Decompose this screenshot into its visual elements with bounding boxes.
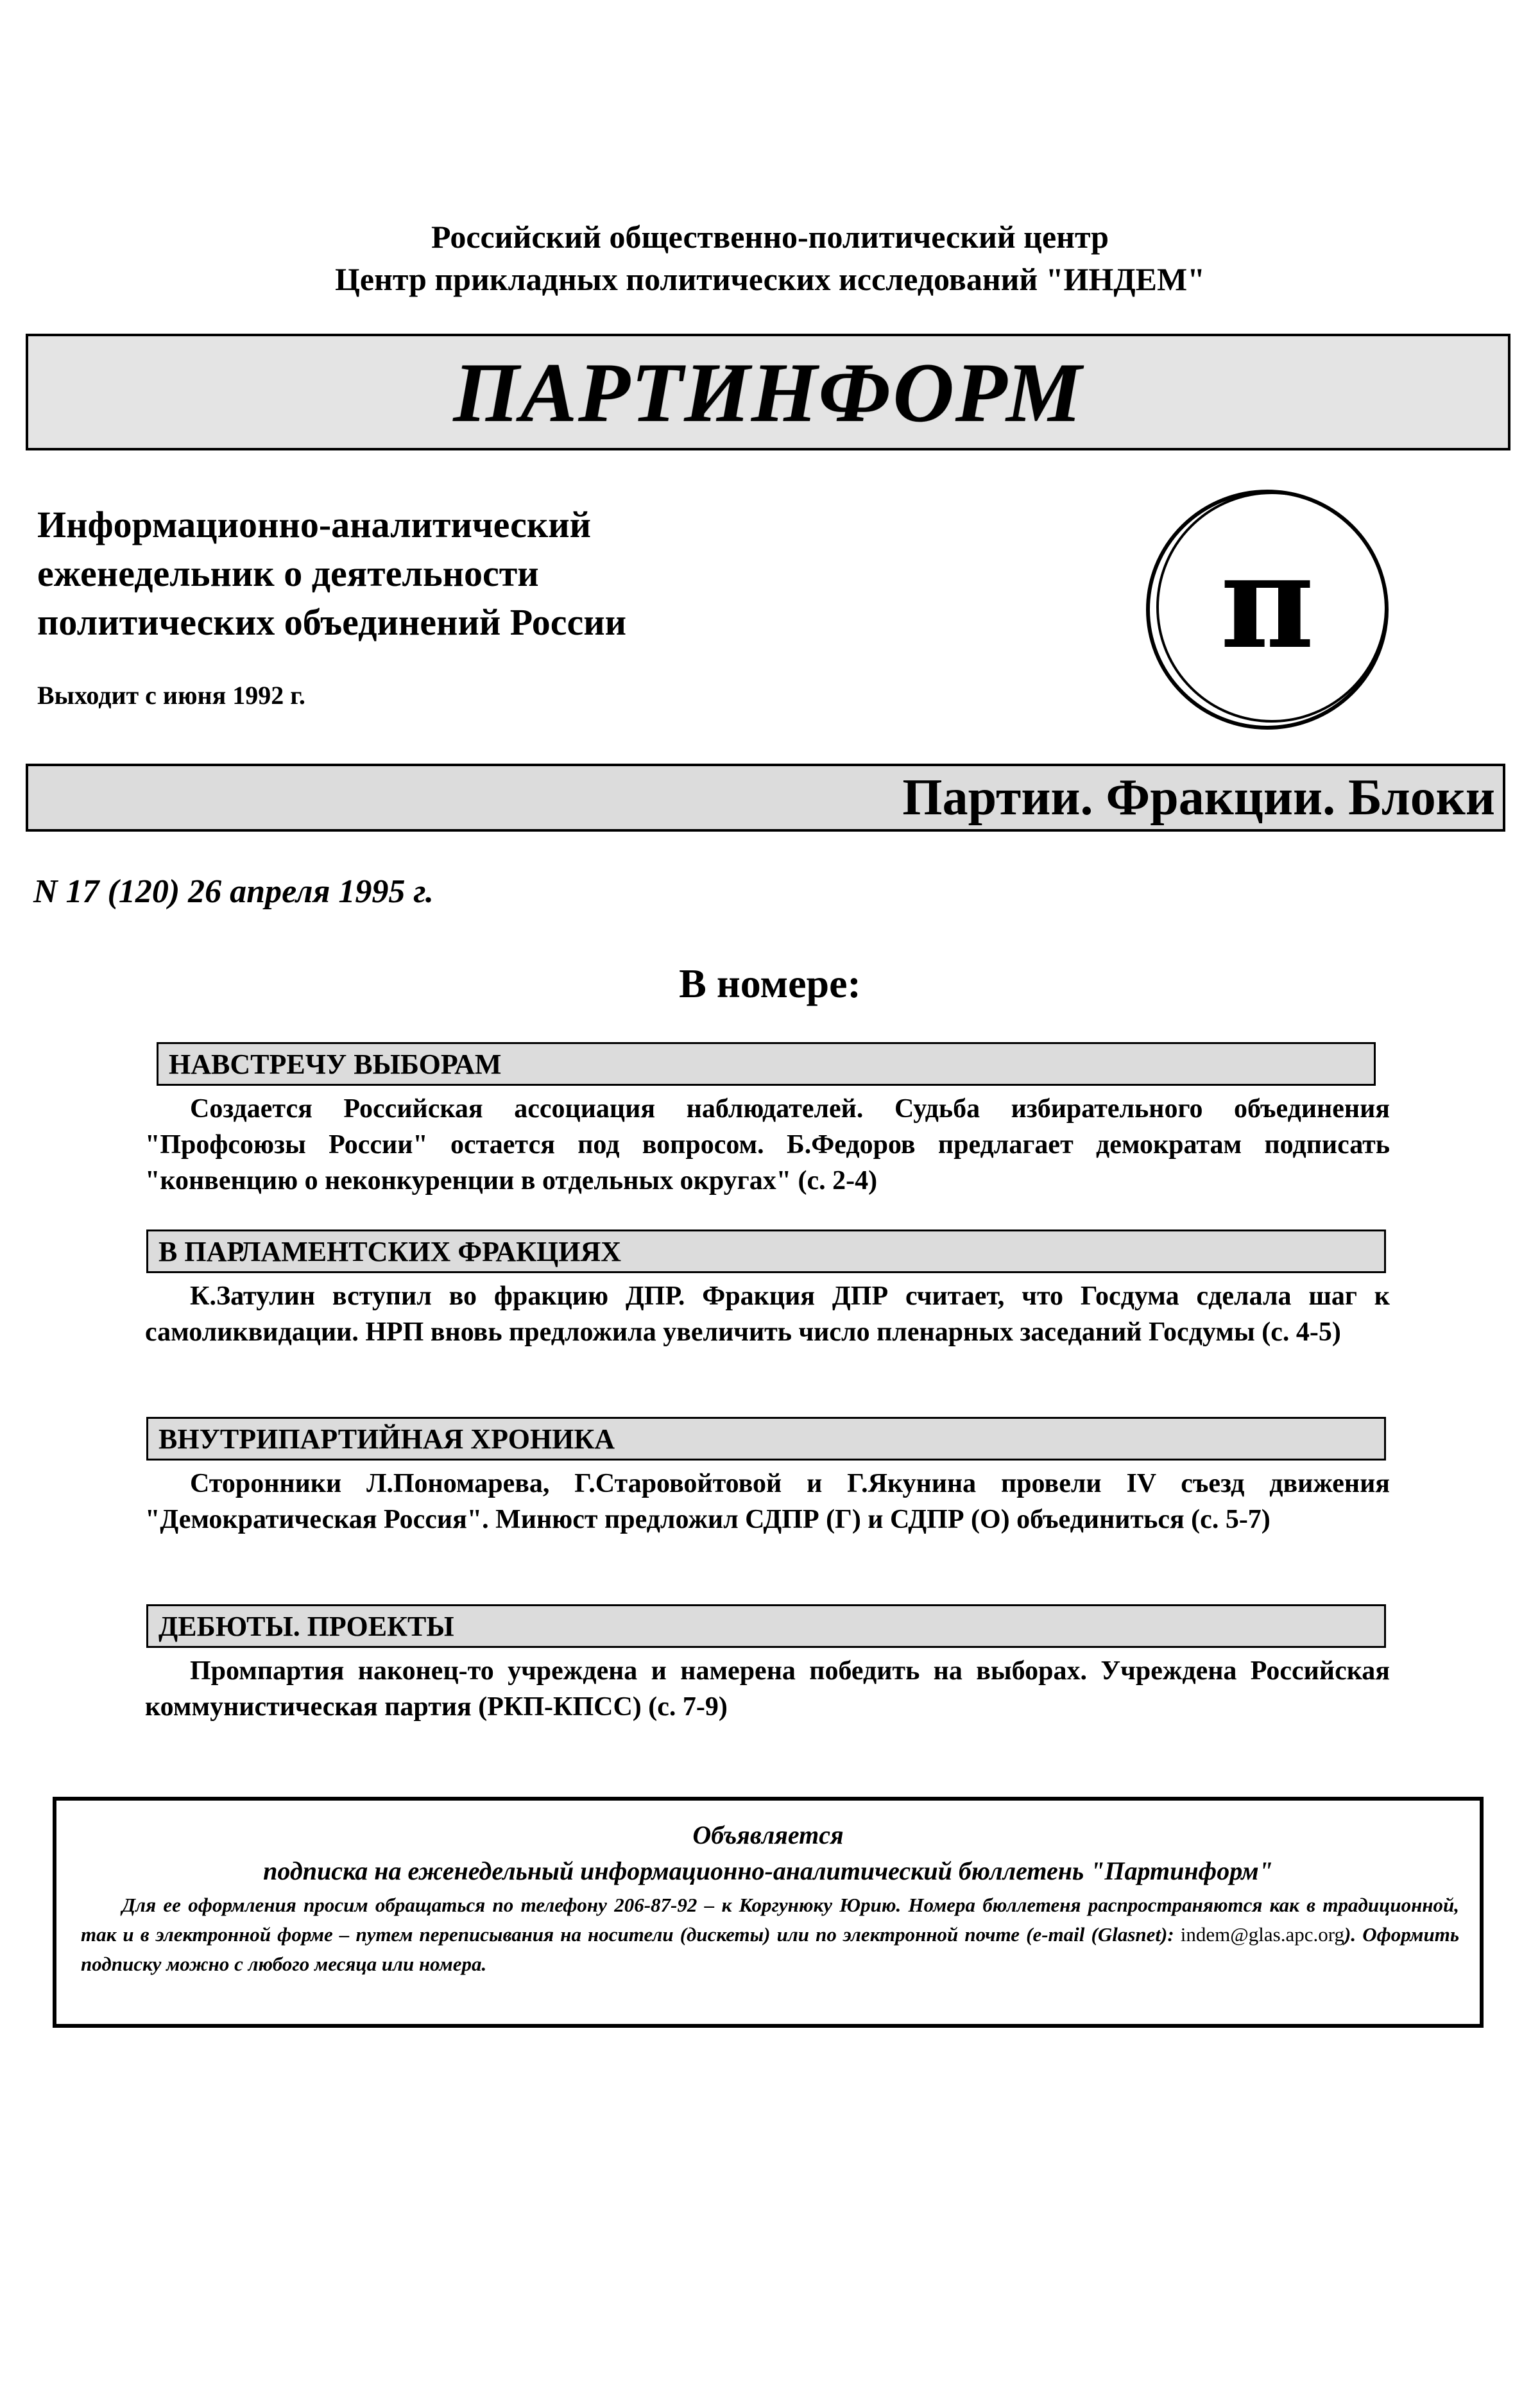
- rubric-factions: В ПАРЛАМЕНТСКИХ ФРАКЦИЯХ: [146, 1230, 1386, 1273]
- pi-logo-icon: [1129, 475, 1412, 744]
- section-banner: [26, 764, 1505, 832]
- email-link[interactable]: indem@glas.apc.org: [1180, 1923, 1345, 1946]
- bulletin-title: ПАРТИНФОРМ: [453, 345, 1083, 440]
- pi-glyph: π: [1220, 527, 1315, 678]
- notice-heading: Объявляется: [692, 1821, 844, 1849]
- notice-text: Для ее оформления просим обращаться по телефону 206-87-92 – к Коргунюку Юрию. Номера бюллетеня распространяются как в традиционной, так и в электронной форме – путем переписывания на носители (дискеты) или по электронной почте (e-mail (Glasnet):: [81, 1894, 1459, 1946]
- published-since: Выходит с июня 1992 г.: [37, 681, 305, 710]
- contents-item-factions: К.Затулин вступил во фракцию ДПР. Фракция ДПР считает, что Госдума сделала шаг к самоликвидации. НРП вновь предложила увеличить число пленарных заседаний Госдумы (с. 4-5): [145, 1281, 1390, 1347]
- rubric-debuts: ДЕБЮТЫ. ПРОЕКТЫ: [146, 1604, 1386, 1648]
- contents-item-debuts: Промпартия наконец-то учреждена и намерена победить на выборах. Учреждена Российская коммунистическая партия (РКП-КПСС) (с. 7-9): [145, 1656, 1390, 1722]
- description-line-2: еженедельник о деятельности: [37, 553, 539, 594]
- center-name: Центр прикладных политических исследований "ИНДЕМ": [335, 261, 1205, 297]
- publisher-name: Российский общественно-политический центр: [431, 219, 1109, 255]
- bulletin-description: [37, 501, 626, 647]
- contents-heading: В номере:: [679, 961, 861, 1006]
- rubric-elections: НАВСТРЕЧУ ВЫБОРАМ: [157, 1042, 1376, 1086]
- notice-body: [81, 1890, 1459, 1979]
- description-line-1: Информационно-аналитический: [37, 504, 592, 545]
- subscription-notice: [53, 1797, 1484, 2028]
- contents-item-elections: Создается Российская ассоциация наблюдателей. Судьба избирательного объединения "Профсоюзы России" остается под вопросом. Б.Федоров предлагает демократам подписать "конвенцию о неконкуренции в отдельных округах" (с. 2-4): [145, 1094, 1390, 1195]
- notice-text-end: ). Оформить подписку можно с любого месяца или номера.: [81, 1923, 1459, 1975]
- title-banner: [26, 334, 1510, 450]
- contents-item-chronicle: Сторонники Л.Пономарева, Г.Старовойтовой и Г.Якунина провели IV съезд движения "Демократическая Россия". Минюст предложил СДПР (Г) и СДПР (О) объединиться (с. 5-7): [145, 1469, 1390, 1534]
- rubric-chronicle: ВНУТРИПАРТИЙНАЯ ХРОНИКА: [146, 1417, 1386, 1461]
- issue-number: N 17 (120) 26 апреля 1995 г.: [33, 873, 434, 910]
- description-line-3: политических объединений России: [37, 601, 627, 643]
- section-title: Партии. Фракции. Блоки: [902, 769, 1495, 826]
- notice-subheading: подписка на еженедельный информационно-аналитический бюллетень "Партинформ": [263, 1856, 1273, 1885]
